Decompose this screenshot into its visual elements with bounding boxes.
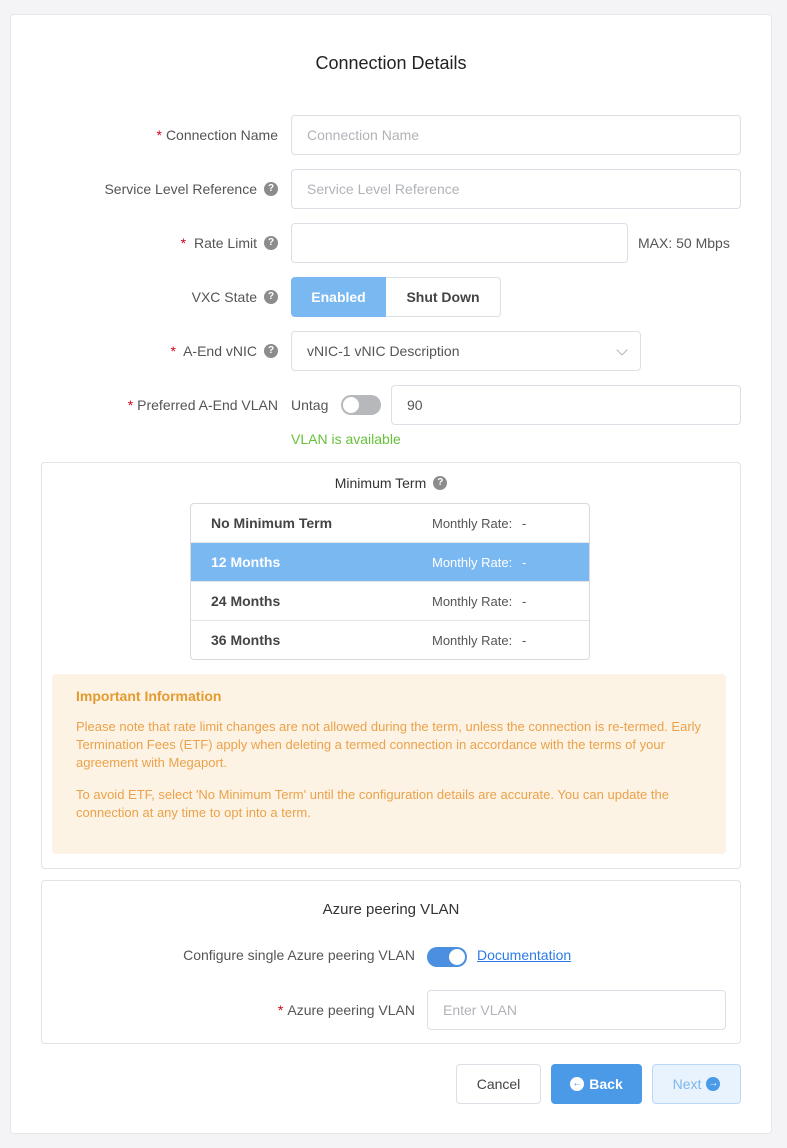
vxc-state-toggle-group (291, 277, 501, 317)
back-button-label: Back (589, 1076, 623, 1092)
preferred-vlan-label: * Preferred A-End VLAN (127, 397, 278, 413)
documentation-link[interactable]: Documentation (477, 947, 572, 963)
required-mark: * (277, 1002, 284, 1018)
notice-title: Important Information (76, 688, 222, 704)
term-rate-label: Monthly Rate: (432, 594, 513, 609)
rate-limit-max: MAX: 50 Mbps (638, 235, 730, 251)
arrow-right-circle-icon: → (708, 1078, 719, 1090)
cancel-button[interactable]: Cancel (456, 1064, 541, 1104)
arrow-left-circle-icon: ← (572, 1078, 583, 1090)
azure-single-switch[interactable] (427, 947, 467, 967)
service-level-input[interactable] (291, 169, 741, 209)
help-icon[interactable]: ? (264, 182, 278, 196)
connection-name-input[interactable] (291, 115, 741, 155)
rate-limit-label: * Rate Limit ? (181, 223, 278, 263)
vxc-state-label: VXC State ? (192, 277, 278, 317)
untag-label: Untag (291, 397, 329, 413)
required-mark: * (180, 235, 187, 251)
term-name: 12 Months (211, 554, 281, 570)
important-information-notice (52, 674, 726, 854)
term-rate-value: - (522, 555, 527, 570)
help-icon[interactable]: ? (264, 290, 278, 304)
azure-peering-panel (41, 880, 741, 1044)
term-option-none[interactable] (191, 504, 589, 543)
azure-single-label: Configure single Azure peering VLAN (183, 947, 415, 963)
a-end-vnic-select[interactable] (291, 331, 641, 371)
a-end-vnic-row (11, 331, 771, 371)
rate-limit-row (11, 223, 771, 263)
term-rate-label: Monthly Rate: (432, 516, 513, 531)
term-rate-value: - (522, 516, 527, 531)
connection-name-row (11, 115, 771, 155)
a-end-vnic-label: * A-End vNIC ? (171, 331, 279, 371)
term-options-table (190, 503, 590, 660)
service-level-label: Service Level Reference ? (104, 169, 278, 209)
notice-paragraph-1: Please note that rate limit changes are not allowed during the term, unless the connection is re-termed. Early Termination Fees (ETF) apply when deleting a termed connection in accordance with the terms of your agreement with Megaport. (76, 719, 702, 770)
page-title: Connection Details (315, 53, 467, 73)
required-mark: * (156, 127, 162, 143)
required-mark: * (170, 343, 176, 359)
minimum-term-title: Minimum Term ? (42, 475, 740, 491)
connection-details-card (10, 14, 772, 1134)
help-icon[interactable]: ? (433, 476, 447, 490)
notice-paragraph-2: To avoid ETF, select 'No Minimum Term' until the configuration details are accurate. You can update the connection at any time to opt into a term. (76, 787, 669, 820)
preferred-vlan-row (11, 385, 771, 425)
minimum-term-panel (41, 462, 741, 869)
help-icon[interactable]: ? (264, 344, 278, 358)
preferred-vlan-input[interactable] (391, 385, 741, 425)
back-button[interactable] (551, 1064, 642, 1104)
rate-limit-input[interactable] (291, 223, 628, 263)
term-option-12-months[interactable] (191, 543, 589, 582)
help-icon[interactable]: ? (264, 236, 278, 250)
term-option-24-months[interactable] (191, 582, 589, 621)
untag-switch[interactable] (341, 395, 381, 415)
term-rate-label: Monthly Rate: (432, 633, 513, 648)
term-name: No Minimum Term (211, 515, 333, 531)
azure-vlan-input[interactable] (427, 990, 726, 1030)
next-button[interactable] (652, 1064, 741, 1104)
switch-knob (343, 397, 359, 413)
a-end-vnic-value: vNIC-1 vNIC Description (307, 343, 460, 359)
chevron-down-icon (616, 344, 627, 355)
service-level-row (11, 169, 771, 209)
vxc-enabled-button[interactable]: Enabled (291, 277, 386, 317)
term-name: 24 Months (211, 593, 281, 609)
required-mark: * (127, 397, 134, 413)
azure-vlan-label: * Azure peering VLAN (277, 1002, 415, 1018)
azure-peering-title: Azure peering VLAN (322, 901, 460, 918)
connection-name-label: * Connection Name (156, 127, 278, 143)
switch-knob (449, 949, 465, 965)
vxc-shutdown-button[interactable]: Shut Down (386, 277, 501, 317)
term-rate-label: Monthly Rate: (432, 555, 513, 570)
next-button-label: Next (672, 1076, 702, 1092)
vxc-state-row (11, 277, 771, 317)
term-rate-value: - (522, 594, 527, 609)
term-rate-value: - (522, 633, 527, 648)
vlan-status: VLAN is available (291, 431, 401, 447)
term-name: 36 Months (211, 632, 281, 648)
term-option-36-months[interactable] (191, 621, 589, 659)
